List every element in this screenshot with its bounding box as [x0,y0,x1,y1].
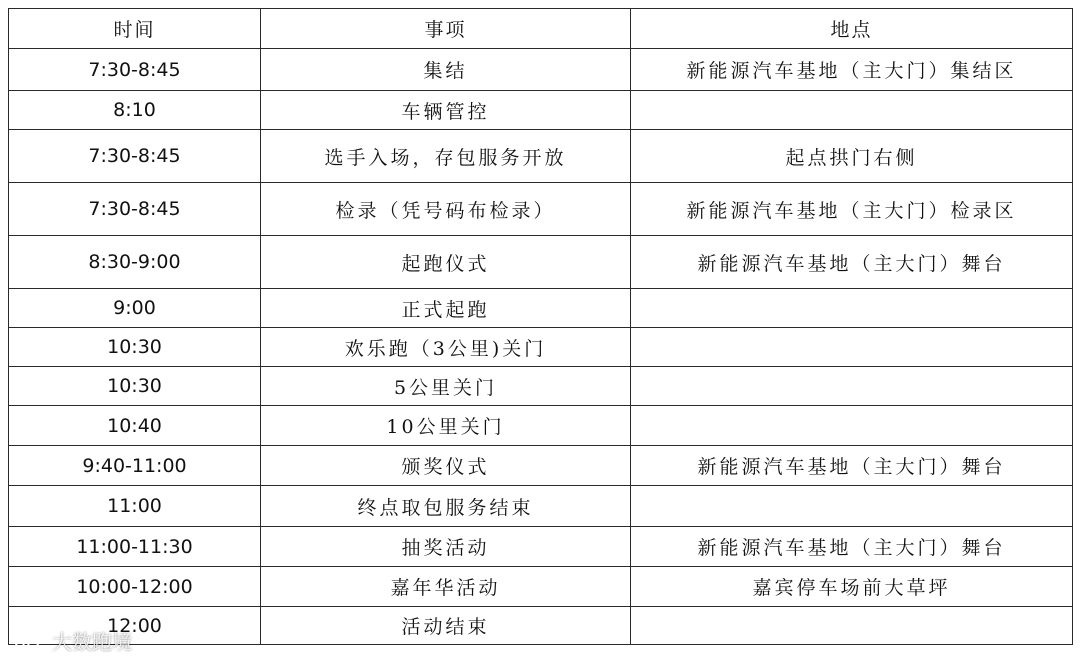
table-row [9,236,1073,289]
watermark-text: 大数跑境 [52,630,132,654]
item-cell: 车辆管控 [261,91,631,130]
time-cell: 9:40-11:00 [9,446,261,486]
time-cell: 10:30 [9,328,261,367]
header-time: 时间 [9,9,261,49]
place-cell [631,607,1073,645]
schedule-table [8,8,1073,645]
item-cell: 抽奖活动 [261,527,631,567]
item-cell: 终点取包服务结束 [261,486,631,527]
place-cell: 起点拱门右侧 [631,130,1073,183]
item-cell: 颁奖仪式 [261,446,631,486]
place-cell: 新能源汽车基地（主大门）舞台 [631,527,1073,567]
table-row [9,406,1073,446]
place-cell: 新能源汽车基地（主大门）舞台 [631,236,1073,289]
time-cell: 7:30-8:45 [9,49,261,91]
place-cell [631,328,1073,367]
place-cell: 新能源汽车基地（主大门）舞台 [631,446,1073,486]
item-cell: 正式起跑 [261,289,631,328]
table-row [9,607,1073,645]
item-cell: 5公里关门 [261,367,631,406]
time-cell: 9:00 [9,289,261,328]
item-cell: 活动结束 [261,607,631,645]
table-row [9,527,1073,567]
item-cell: 检录（凭号码布检录） [261,183,631,236]
item-cell: 集结 [261,49,631,91]
time-cell: 7:30-8:45 [9,130,261,183]
place-cell: 新能源汽车基地（主大门）集结区 [631,49,1073,91]
item-cell: 起跑仪式 [261,236,631,289]
header-row [9,9,1073,49]
time-cell: 12:00 [9,607,261,645]
table-row [9,130,1073,183]
item-cell: 10公里关门 [261,406,631,446]
place-cell [631,367,1073,406]
place-cell [631,486,1073,527]
time-cell: 8:30-9:00 [9,236,261,289]
table-row [9,328,1073,367]
time-cell: 11:00 [9,486,261,527]
header-item: 事项 [261,9,631,49]
time-cell: 11:00-11:30 [9,527,261,567]
header-place: 地点 [631,9,1073,49]
table-row [9,183,1073,236]
place-cell [631,406,1073,446]
table-row [9,446,1073,486]
item-cell: 选手入场，存包服务开放 [261,130,631,183]
place-cell [631,91,1073,130]
time-cell: 8:10 [9,91,261,130]
place-cell: 新能源汽车基地（主大门）检录区 [631,183,1073,236]
table-row [9,289,1073,328]
table-row [9,486,1073,527]
time-cell: 10:30 [9,367,261,406]
time-cell: 7:30-8:45 [9,183,261,236]
time-cell: 10:40 [9,406,261,446]
table-row [9,91,1073,130]
place-cell: 嘉宾停车场前大草坪 [631,567,1073,607]
item-cell: 欢乐跑（3公里)关门 [261,328,631,367]
table-row [9,367,1073,406]
place-cell [631,289,1073,328]
item-cell: 嘉年华活动 [261,567,631,607]
table-row [9,49,1073,91]
time-cell: 10:00-12:00 [9,567,261,607]
table-row [9,567,1073,607]
